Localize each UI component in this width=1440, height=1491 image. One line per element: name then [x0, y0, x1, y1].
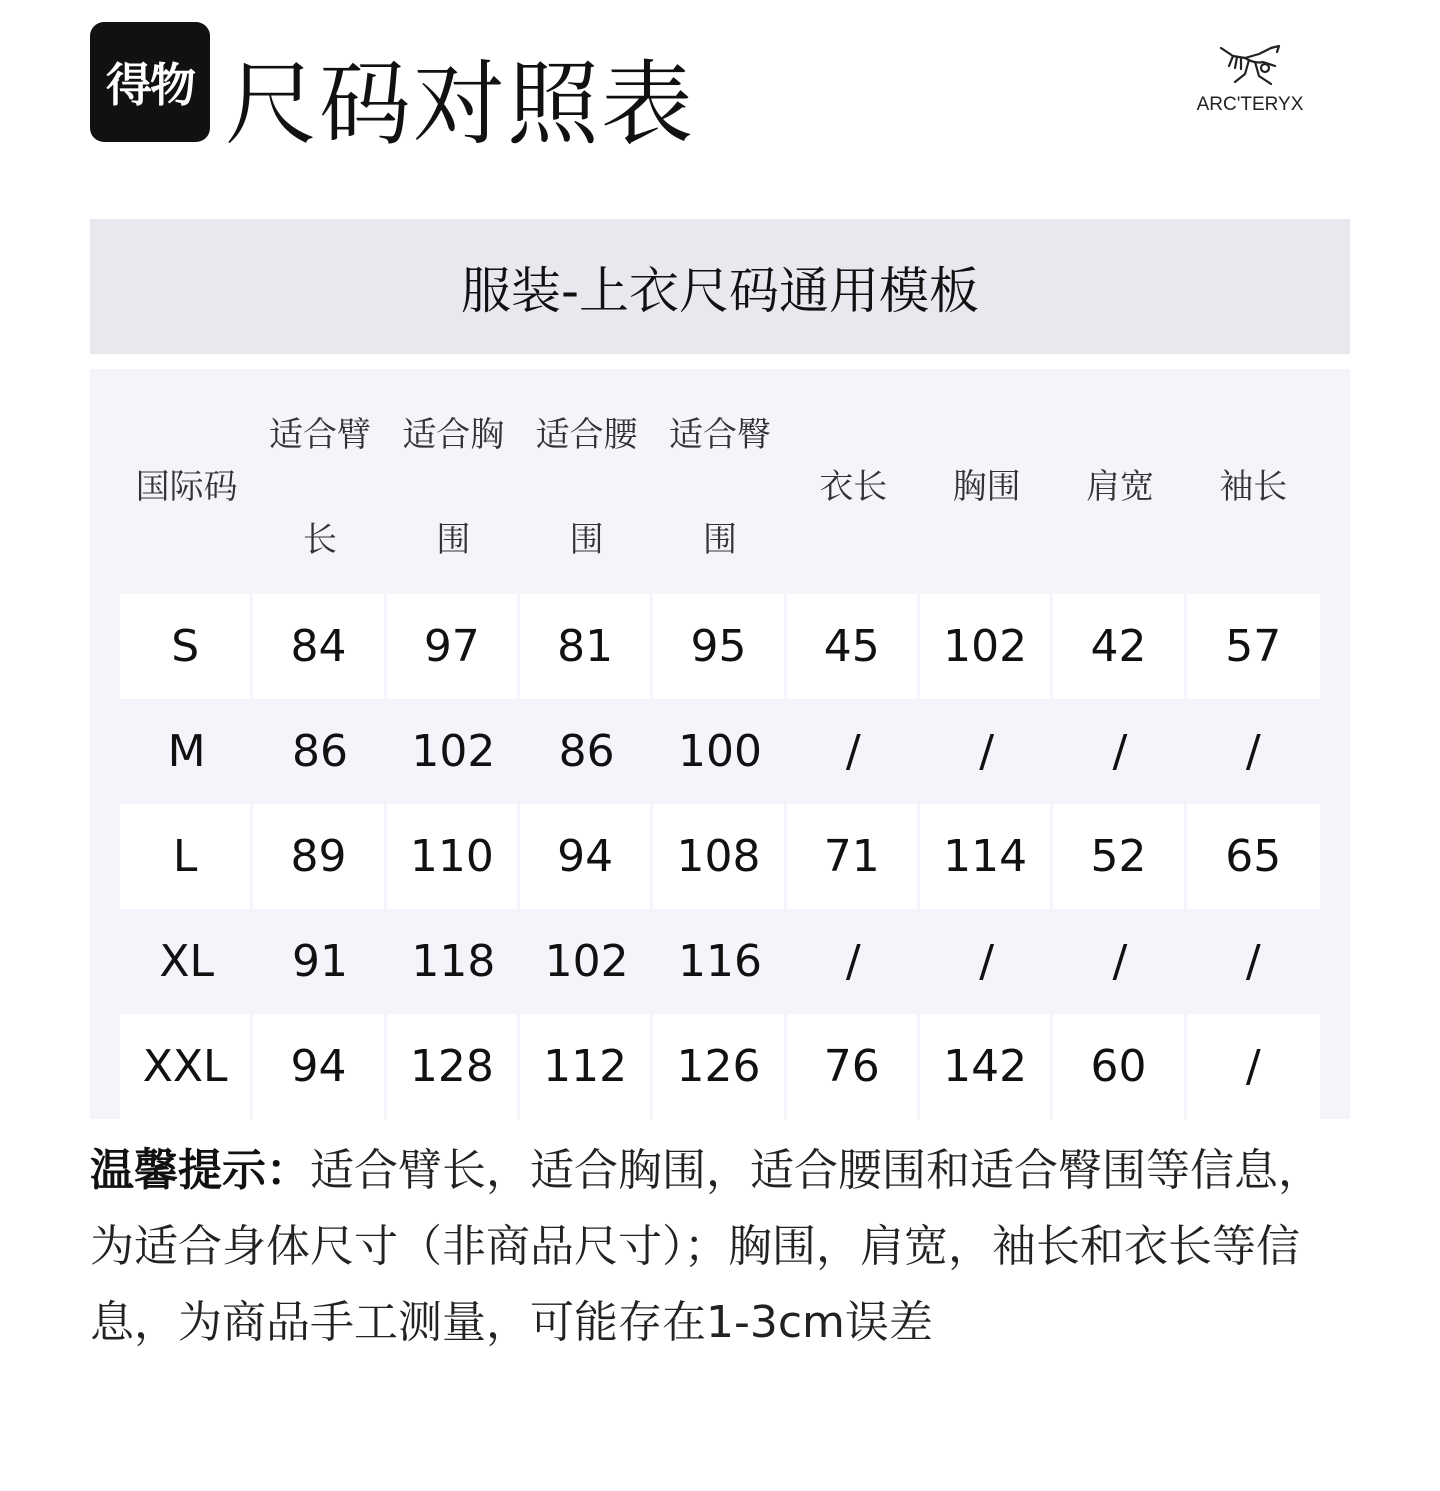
table-cell: /: [1245, 936, 1261, 987]
table-cell: 142: [920, 1014, 1053, 1119]
header-label: 围: [569, 520, 604, 560]
table-cell: 89: [253, 804, 386, 909]
table-body: [120, 594, 1320, 1119]
table-cell: /: [1112, 726, 1128, 777]
header-label: 衣长: [819, 467, 888, 507]
table-row: [120, 699, 1320, 804]
table-cell: 128: [387, 1014, 520, 1119]
archaeopteryx-icon: [1215, 42, 1285, 90]
header-size: [120, 369, 253, 594]
header-label: 围: [702, 520, 737, 560]
table-cell: 91: [291, 936, 348, 987]
table-cell: 118: [411, 936, 496, 987]
table-cell: 81: [520, 594, 653, 699]
table-cell: 86: [291, 726, 348, 777]
table-cell: /: [845, 936, 861, 987]
header-label: 肩宽: [1085, 467, 1154, 507]
table-cell: 60: [1053, 1014, 1186, 1119]
banner-title: 服装-上衣尺码通用模板: [460, 261, 980, 320]
table-cell: 94: [520, 804, 653, 909]
page-title: 尺码对照表: [225, 51, 696, 158]
table-cell: /: [1245, 726, 1261, 777]
header-body-waist: [520, 369, 653, 594]
header-label: 胸围: [952, 467, 1021, 507]
table-cell: 100: [677, 726, 762, 777]
table-cell: XL: [159, 936, 214, 987]
table-cell: 52: [1053, 804, 1186, 909]
table-cell: 116: [677, 936, 762, 987]
table-cell: 76: [787, 1014, 920, 1119]
table-cell: L: [120, 804, 253, 909]
table-cell: /: [1187, 1014, 1320, 1119]
table-cell: 57: [1187, 594, 1320, 699]
header-label: 适合腰: [535, 415, 638, 455]
header-label: 适合臀: [668, 415, 771, 455]
header-label: 袖长: [1219, 467, 1288, 507]
table-cell: 71: [787, 804, 920, 909]
table-cell: 102: [920, 594, 1053, 699]
header-garment-chest: [920, 369, 1053, 594]
brand-logo: [1190, 42, 1310, 116]
dewu-logo: 得物: [90, 22, 210, 142]
table-cell: 126: [653, 1014, 786, 1119]
table-cell: M: [167, 726, 206, 777]
note-text: 适合臂长，适合胸围，适合腰围和适合臀围等信息，为适合身体尺寸（非商品尺寸）；胸围，肩宽，袖长和衣长等信息，为商品手工测量，可能存在1-3cm误差: [90, 1145, 1322, 1348]
size-note: [90, 1133, 1350, 1361]
table-cell: 110: [387, 804, 520, 909]
table-row: [120, 1014, 1320, 1119]
header-label: 适合臂: [268, 415, 371, 455]
table-cell: 86: [558, 726, 615, 777]
table-row: [120, 804, 1320, 909]
table-cell: 112: [520, 1014, 653, 1119]
header-body-chest: [387, 369, 520, 594]
table-cell: S: [120, 594, 253, 699]
brand-name: ARC'TERYX: [1196, 94, 1304, 115]
header-label: 围: [436, 520, 471, 560]
header-label: 长: [302, 520, 337, 560]
table-cell: 102: [544, 936, 629, 987]
page-header: [90, 22, 1350, 172]
table-header: [120, 369, 1320, 594]
template-banner: [90, 219, 1350, 354]
table-cell: 84: [253, 594, 386, 699]
table-cell: 94: [253, 1014, 386, 1119]
table-cell: 65: [1187, 804, 1320, 909]
table-cell: /: [979, 726, 995, 777]
header-shoulder: [1053, 369, 1186, 594]
header-label: 适合胸: [402, 415, 505, 455]
table-cell: /: [979, 936, 995, 987]
table-cell: 114: [920, 804, 1053, 909]
table-row: [120, 594, 1320, 699]
header-body-hip: [653, 369, 786, 594]
table-cell: 97: [387, 594, 520, 699]
table-cell: /: [1112, 936, 1128, 987]
table-cell: XXL: [120, 1014, 253, 1119]
header-garment-length: [787, 369, 920, 594]
table-row: [120, 909, 1320, 1014]
table-cell: 108: [653, 804, 786, 909]
table-cell: /: [845, 726, 861, 777]
header-arm-length: [253, 369, 386, 594]
header-sleeve: [1187, 369, 1320, 594]
header-label: 国际码: [135, 467, 238, 507]
table-cell: 102: [411, 726, 496, 777]
size-table: [90, 369, 1350, 1119]
table-cell: 42: [1053, 594, 1186, 699]
note-label: 温馨提示：: [90, 1145, 310, 1196]
table-cell: 95: [653, 594, 786, 699]
table-cell: 45: [787, 594, 920, 699]
